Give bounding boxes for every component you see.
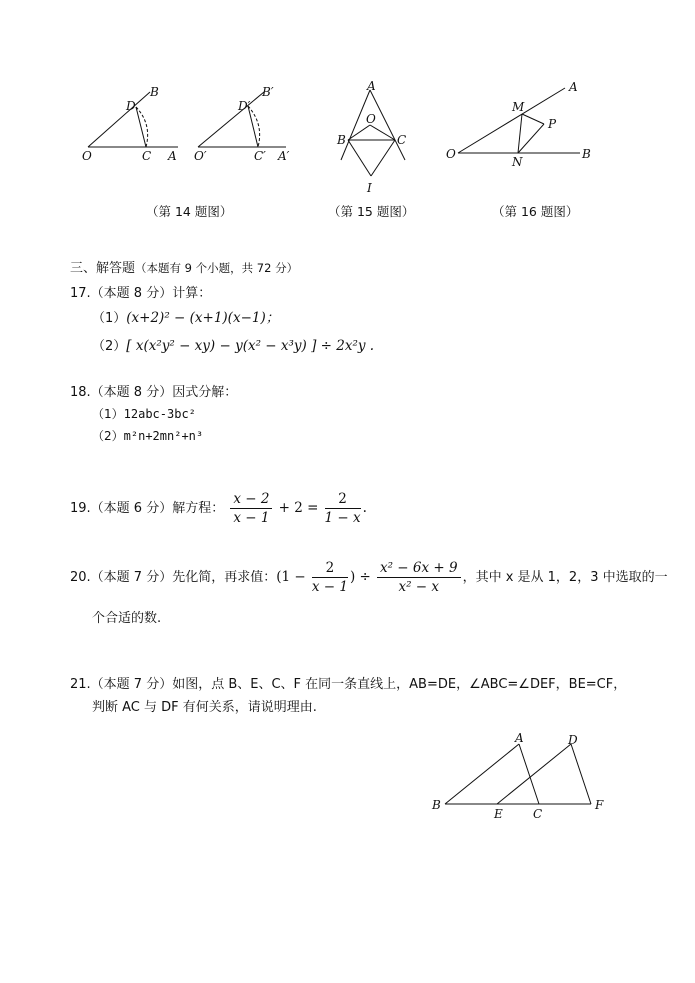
q19-tail: . <box>362 500 367 516</box>
q18-part2 <box>92 427 203 444</box>
q20-frac1-denominator: x − 1 <box>311 579 348 595</box>
q17-head: 17.（本题 8 分）计算： <box>70 286 212 301</box>
figure-21 <box>425 730 615 825</box>
fig14-label-B-prime: B′ <box>262 85 274 99</box>
fig15-caption: （第 15 题图） <box>328 204 415 219</box>
fig14-label-C: C <box>142 149 152 163</box>
fig14-label-C-prime: C′ <box>254 149 266 163</box>
fig16-label-A: A <box>569 80 578 94</box>
q20-line2: 个合适的数. <box>92 611 162 626</box>
section-note: （本题有 9 个小题，共 72 分） <box>135 261 299 275</box>
fig14-label-B: B <box>150 85 159 99</box>
q20-frac2-denominator: x² − x <box>398 579 440 595</box>
q17-part1-label: （1） <box>92 311 127 326</box>
fig16-label-P: P <box>548 117 557 131</box>
q18-part2-label: （2） <box>92 429 124 443</box>
fig14-caption: （第 14 题图） <box>146 204 233 219</box>
q17-part2-expr: [ x(x²y² − xy) − y(x² − x³y) ] ÷ 2x²y . <box>126 338 375 354</box>
fig15-label-I: I <box>367 181 372 195</box>
q17-part1 <box>92 306 279 326</box>
q19-frac2-denominator: 1 − x <box>324 510 361 526</box>
fig16-label-M: M <box>512 100 525 114</box>
q18-part1-label: （1） <box>92 407 124 421</box>
fig15-label-C: C <box>397 133 407 147</box>
fig16-label-B: B <box>582 147 591 161</box>
q19-mid: + 2 = <box>278 500 319 516</box>
fig14-label-O: O <box>82 149 92 163</box>
q20-fraction-2 <box>377 559 461 596</box>
fig21-label-A: A <box>515 731 524 745</box>
q20-row <box>70 559 668 596</box>
fig21-label-D: D <box>568 733 578 747</box>
q18-part1 <box>92 405 196 422</box>
q19-row <box>70 490 367 527</box>
fig14-label-O-prime: O′ <box>194 149 207 163</box>
q20-frac2-numerator: x² − 6x + 9 <box>377 559 461 578</box>
fig21-label-F: F <box>595 798 604 812</box>
q20-mid: ) ÷ <box>349 569 371 585</box>
q20-frac1-numerator: 2 <box>312 559 348 578</box>
section-title: 三、解答题 <box>70 261 136 276</box>
fig21-label-B: B <box>432 798 441 812</box>
fig15-label-O: O <box>366 112 376 126</box>
q17-part2-label: （2） <box>92 339 127 354</box>
q19-frac2-numerator: 2 <box>325 490 361 509</box>
q17-part2 <box>92 335 374 354</box>
section-heading <box>70 257 298 276</box>
figure-14 <box>78 82 303 167</box>
fig14-label-D-prime: D′ <box>238 99 251 113</box>
q19-fraction-1 <box>230 490 272 527</box>
fig16-caption: （第 16 题图） <box>492 204 579 219</box>
fig16-label-N: N <box>512 155 523 169</box>
q20-open: (1 − <box>276 569 306 585</box>
figure-16 <box>440 78 600 170</box>
q20-tail: ，其中 x 是从 1，2，3 中选取的一 <box>462 570 668 585</box>
q20-fraction-1 <box>312 559 348 596</box>
fig14-label-A: A <box>168 149 177 163</box>
q18-part2-expr: m²n+2mn²+n³ <box>123 429 204 443</box>
q17-part1-expr: (x+2)² − (x+1)(x−1)； <box>126 310 280 326</box>
q18-part1-expr: 12abc-3bc² <box>123 407 196 421</box>
figure-15 <box>333 78 413 198</box>
fig14-label-A-prime: A′ <box>278 149 290 163</box>
q19-frac1-numerator: x − 2 <box>230 490 272 509</box>
q21-line2: 判断 AC 与 DF 有何关系，请说明理由. <box>92 700 317 715</box>
fig14-label-D: D <box>126 99 136 113</box>
fig15-label-A: A <box>367 79 376 93</box>
fig16-label-O: O <box>446 147 456 161</box>
q20-head: 20.（本题 7 分）先化简，再求值： <box>70 570 277 585</box>
fig21-label-E: E <box>494 807 503 821</box>
q18-head: 18.（本题 8 分）因式分解： <box>70 385 238 400</box>
q19-fraction-2 <box>325 490 361 527</box>
fig21-label-C: C <box>533 807 543 821</box>
q19-head: 19.（本题 6 分）解方程： <box>70 501 225 516</box>
q19-frac1-denominator: x − 1 <box>233 510 270 526</box>
q21-line1: 21.（本题 7 分）如图，点 B、E、C、F 在同一条直线上，AB=DE，∠ABC=∠DEF，BE=CF， <box>70 677 627 692</box>
fig15-label-B: B <box>337 133 346 147</box>
